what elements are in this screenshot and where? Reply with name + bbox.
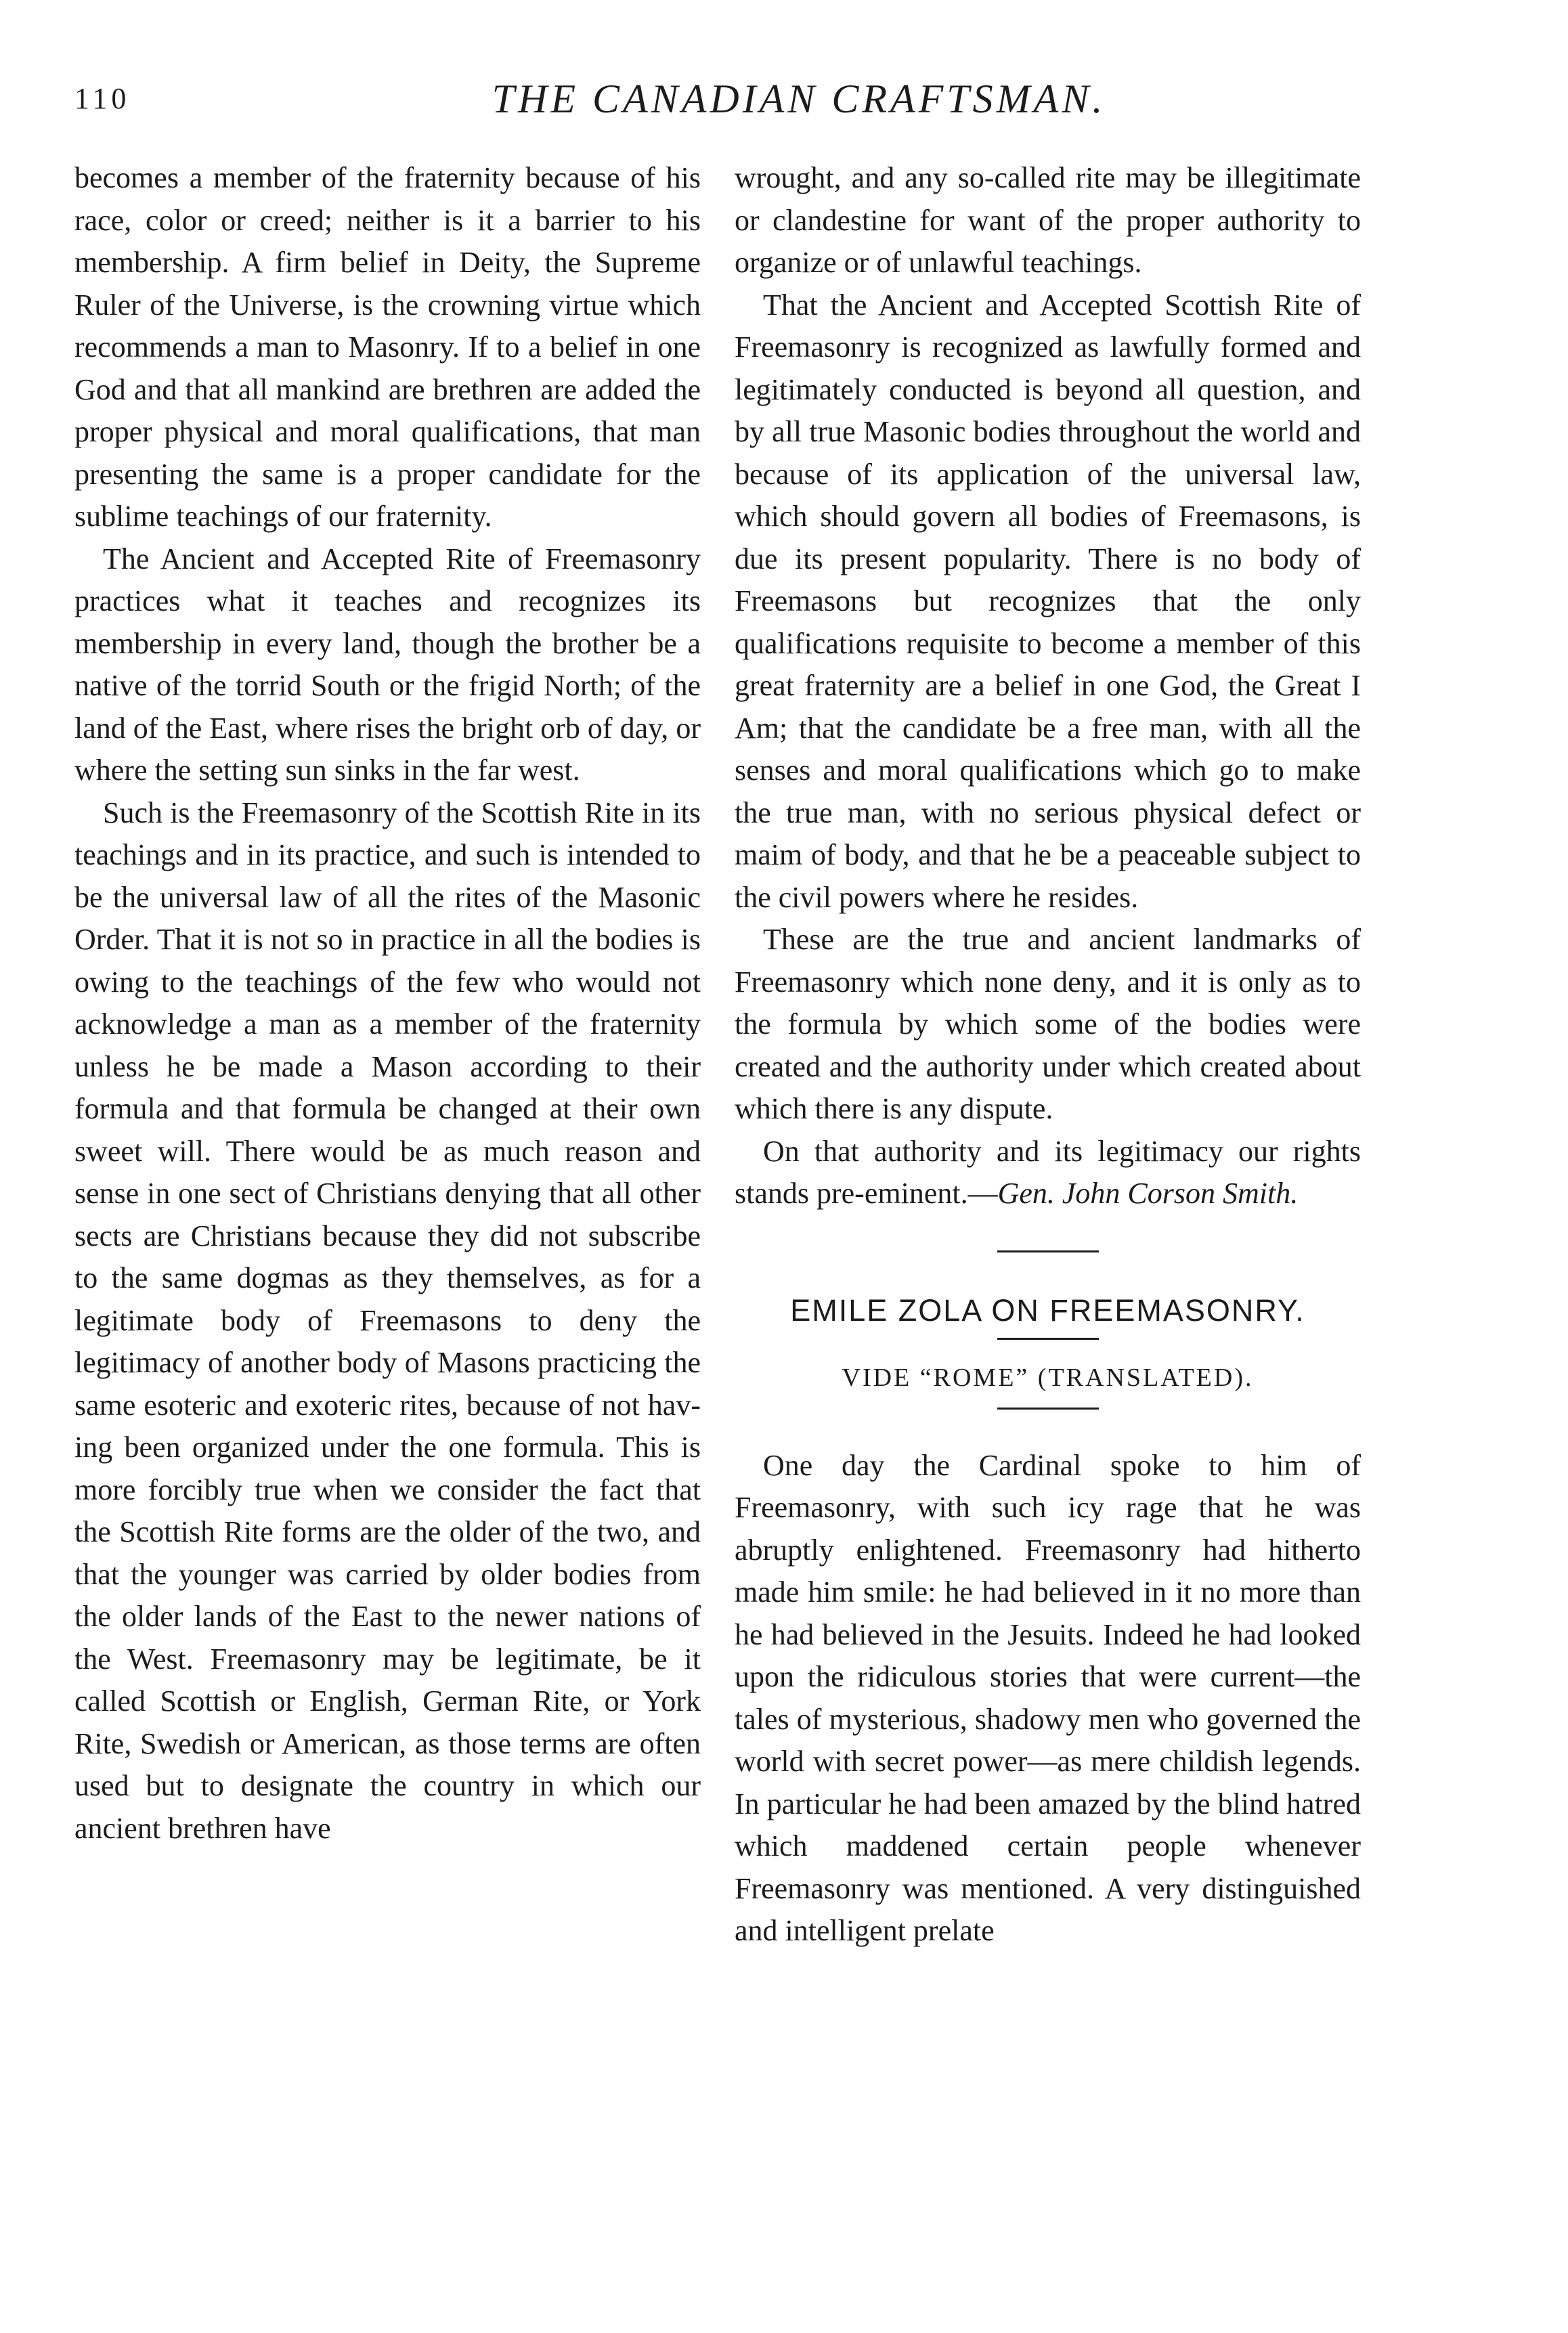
right-paragraph-2: That the Ancient and Accepted Scottish Rite of Freemasonry is recognized as lawfully formed and legitimately conducted is beyond all question, and by all true Masonic bodies throughout the world and because of its application of the universal law, which should govern all bodies of Freemasons, is due its present popularity. There is no body of Freemasons but recognizes that the only qualifications requisite to become a member of this great fraternity are a belief in one God, the Great I Am; that the candidate be a free man, with all the senses and moral qualifications which go to make the true man, with no serious physical defect or maim of body, and that he be a peaceable subject to the civil powers where he resides. bbox=[735, 288, 1361, 914]
article-title: EMILE ZOLA ON FREEMASONRY. bbox=[790, 1292, 1305, 1328]
page-number: 110 bbox=[74, 82, 131, 115]
right-paragraph-3: These are the true and ancient landmarks of Freemasonry which none deny, and it is only as to the formula by which some of the bodies were created and the authority under which created about which there is any dispute. bbox=[735, 923, 1361, 1125]
author-signature: Gen. John Corson Smith. bbox=[997, 1177, 1299, 1210]
article-paragraph: One day the Cardinal spoke to him of Freemasonry, with such icy rage that he was abruptly enlightened. Freemasonry had hitherto made him smile: he had believed in it no more than he had believed in the Jesuits. Indeed he had looked upon the ridiculous stories that were current—the tales of mysterious, shadowy men who governed the world with secret power—as mere childish legends. In particular he had been amazed by the blind hatred which maddened certain people whenever Freemasonry was mentioned. A very distinguished and intelligent prelate bbox=[735, 1448, 1361, 1947]
left-paragraph-1: becomes a member of the fraternity because of his race, color or creed; neither is it a barrier to his membership. A firm belief in Deity, the Supreme Ruler of the Universe, is the crowning virtue which recommends a man to Masonry. If to a belief in one God and that all mankind are brethren are added the proper physical and moral qualifications, that man presenting the same is a proper candidate for the sublime teachings of our fraternity. bbox=[74, 161, 701, 533]
right-column bbox=[735, 157, 1361, 1953]
running-title: THE CANADIAN CRAFTSMAN. bbox=[492, 77, 1106, 121]
title-divider bbox=[997, 1338, 1099, 1340]
section-divider bbox=[997, 1250, 1099, 1252]
article-subtitle: VIDE “ROME” (TRANSLATED). bbox=[842, 1363, 1254, 1392]
page-header bbox=[74, 77, 1368, 135]
left-paragraph-2: The Ancient and Accepted Rite of Freemasonry practices what it teaches and recognizes its membership in every land, though the brother be a native of the torrid South or the frigid North; of the land of the East, where rises the bright orb of day, or where the setting sun sinks in the far west. bbox=[74, 542, 701, 787]
subtitle-divider bbox=[997, 1408, 1099, 1410]
right-paragraph-1: wrought, and any so-called rite may be illegitimate or clandestine for want of the proper authority to organize or of unlawful teachings. bbox=[735, 161, 1361, 279]
right-paragraph-4 bbox=[735, 1131, 1361, 1215]
left-column bbox=[74, 157, 701, 1850]
closing-sentence: On that authority and its legitimacy our rights stands pre-eminent.— bbox=[735, 1134, 1361, 1210]
left-paragraph-3: Such is the Freemasonry of the Scottish Rite in its teachings and in its practice, and such is intended to be the universal law of all the rites of the Masonic Order. That it is not so in practice in all the bodies is owing to the teachings of the few who would not acknowledge a man as a member of the fraternity unless he be made a Mason according to their formula and that formula be changed at their own sweet will. There would be as much reason and sense in one sect of Christians denying that all other sects are Christians because they did not subscribe to the same dogmas as they themselves, as for a legitimate body of Freemasons to deny the legitimacy of another body of Masons practicing the same esoteric and exoteric rites, because of not having been organized under the one formula. This is more forcibly true when we consider the fact that the Scottish Rite forms are the older of the two, and that the younger was carried by older bodies from the older lands of the East to the newer nations of the West. Freemasonry may be legitimate, be it called Scottish or English, German Rite, or York Rite, Swedish or American, as those terms are often used but to designate the country in which our ancient brethren have bbox=[74, 795, 701, 1845]
